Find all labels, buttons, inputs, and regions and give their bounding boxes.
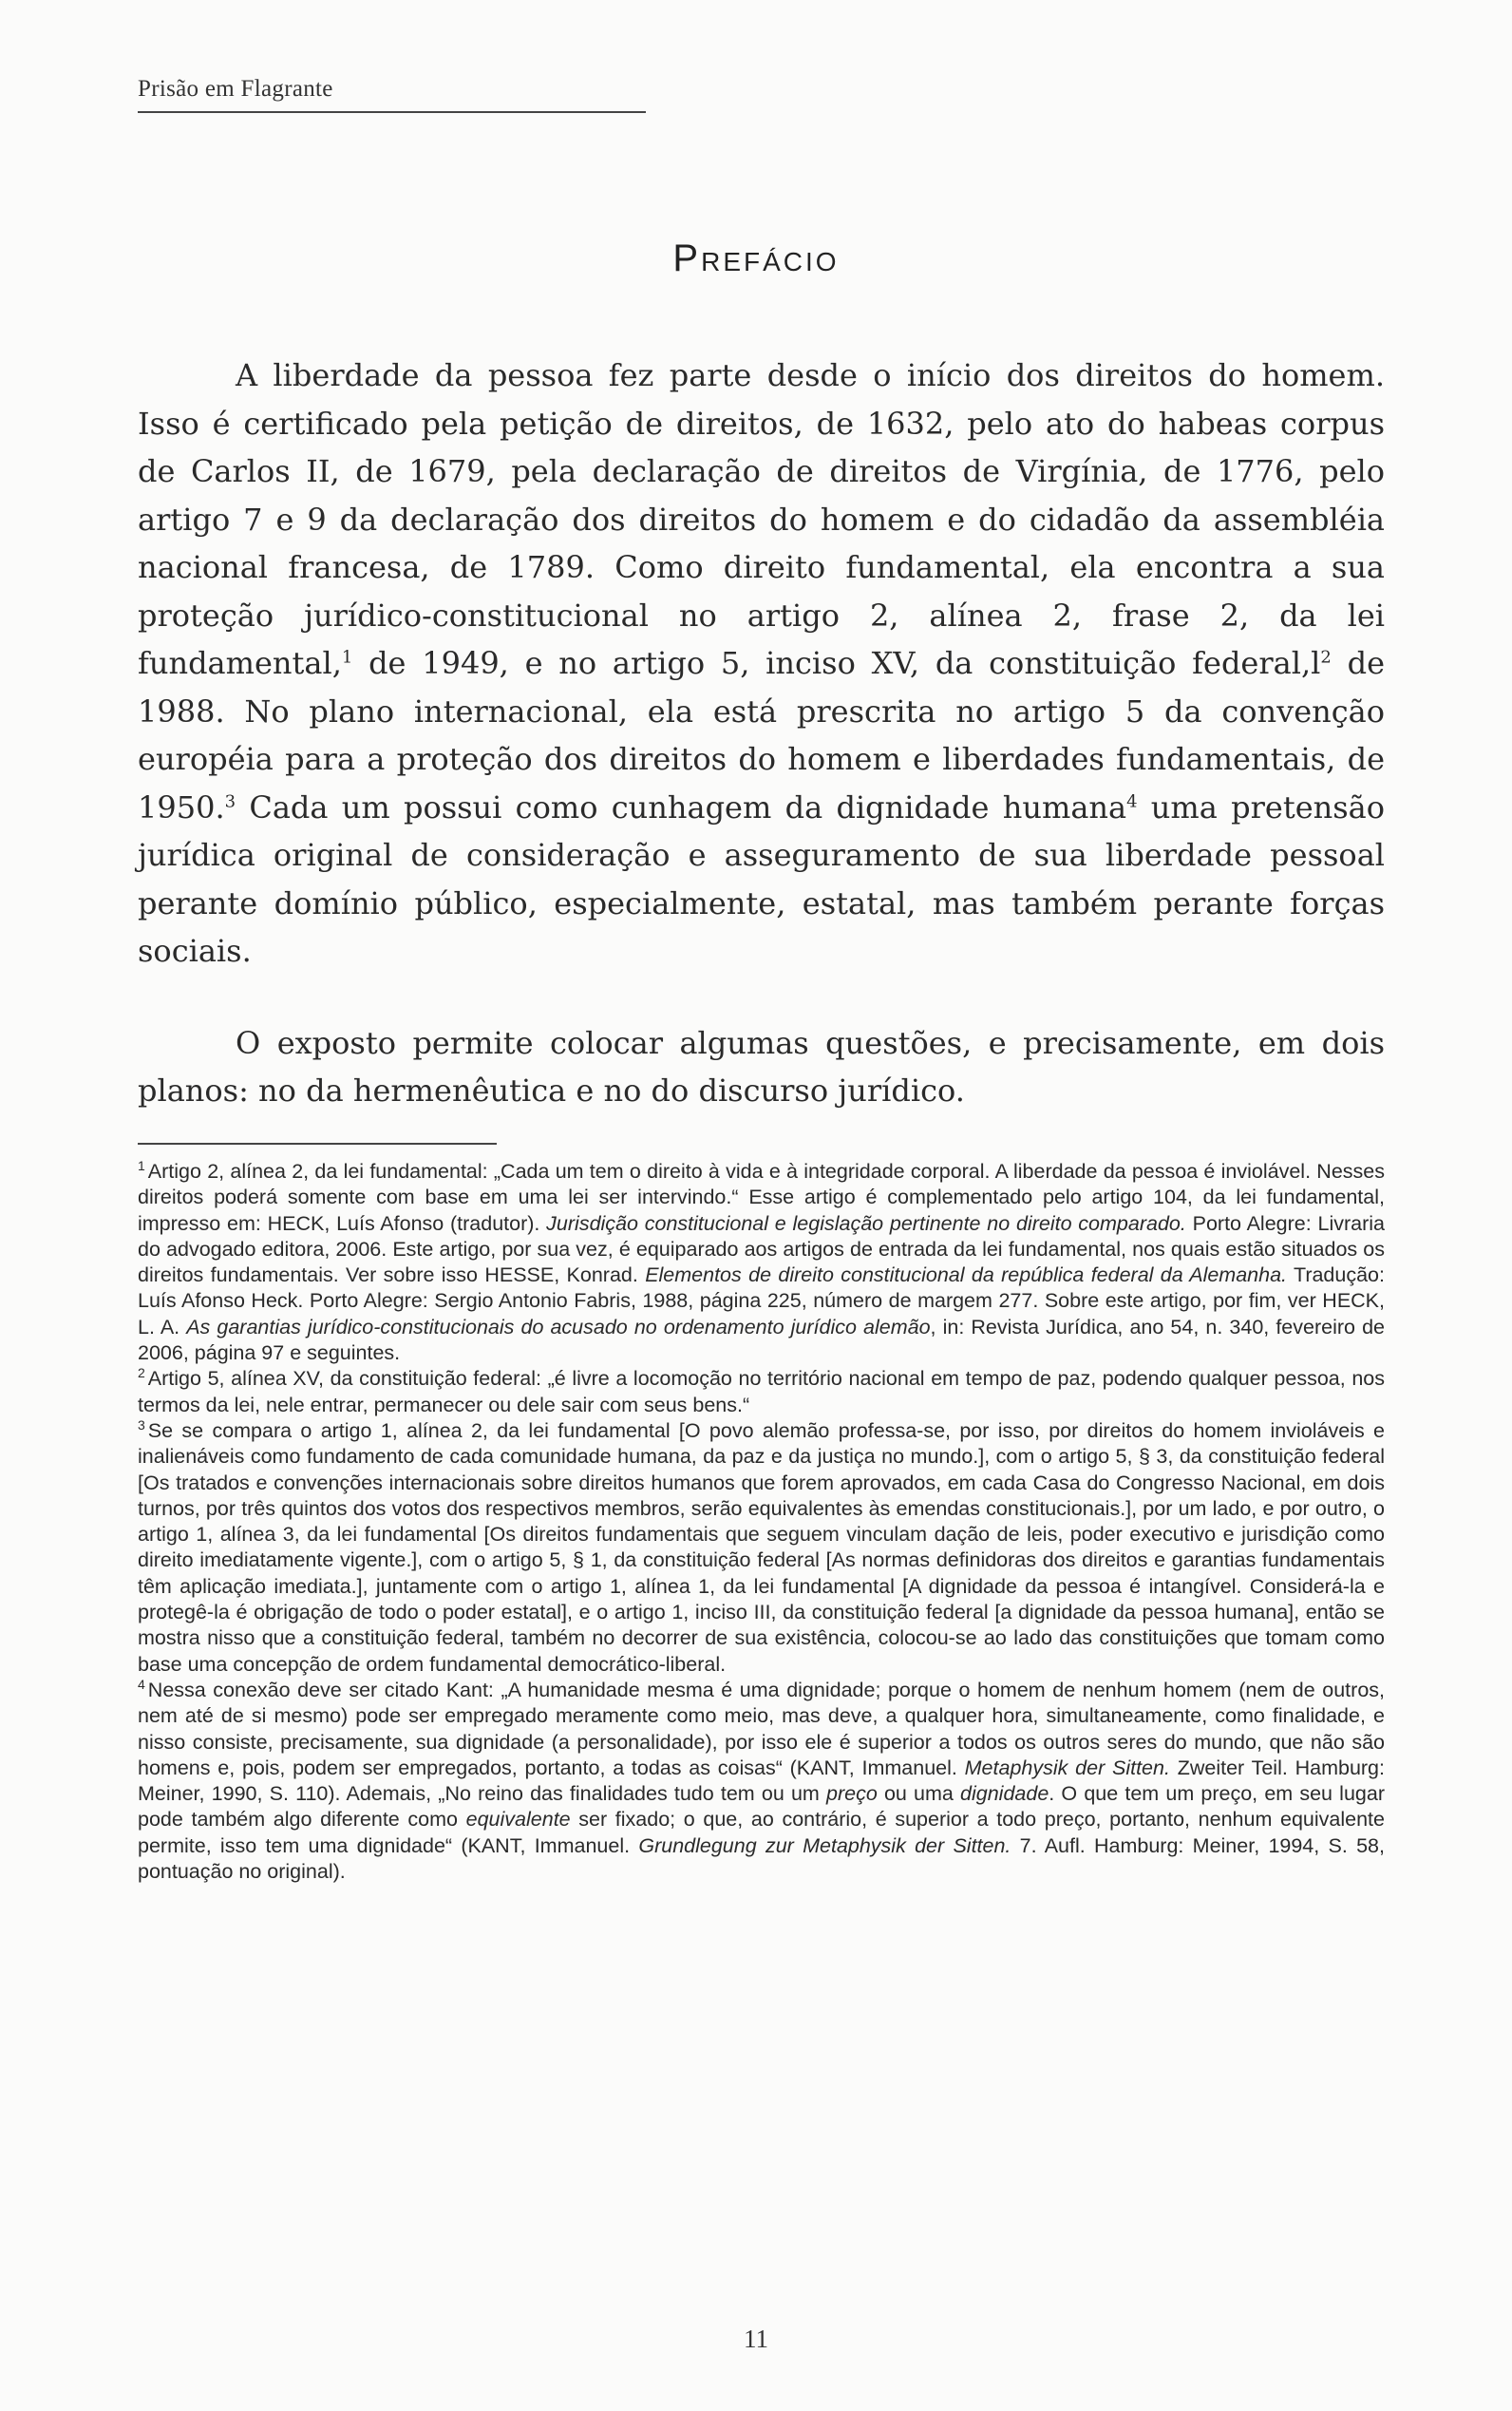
footnotes bbox=[138, 1159, 1385, 1885]
footnote-citation-title: Metaphysik der Sitten. bbox=[964, 1756, 1170, 1779]
footnote-number: 3 bbox=[138, 1416, 145, 1433]
footnote-number: 4 bbox=[138, 1676, 145, 1692]
body-text-run: de 1949, e no artigo 5, inciso XV, da constituição federal,l bbox=[352, 645, 1321, 681]
footnote-3 bbox=[138, 1418, 1385, 1678]
footnote-emphasis: equivalente bbox=[465, 1808, 571, 1832]
footnote-emphasis: preço bbox=[826, 1782, 878, 1806]
footnote-4 bbox=[138, 1678, 1385, 1885]
footnote-text: Nessa conexão deve ser citado Kant: „A humanidade mesma é uma dignidade; porque o homem de nenhum homem (nem de outros, nem até de si mesmo) pode ser empregado meramente como meio, mas deve, a qualquer hora, simultaneamente, como finalidade, e nisso consiste, precisamente, sua dignidade (a personalidade), por isso ele é superior a todos os outros seres do mundo, que não são homens e, pois, podem ser empregados, portanto, a todas as coisas“ (KANT, Immanuel. bbox=[138, 1678, 1385, 1779]
footnote-text: , in: Revista Jurídica, ano 54, n. 340, fevereiro de 2006, página 97 e seguintes. bbox=[138, 1315, 1385, 1365]
footnote-text: Se se compara o artigo 1, alínea 2, da lei fundamental [O povo alemão professa-se, por isso, por direitos do homem invioláveis e inalienáveis como fundamento de cada comunidade humana, da paz e da justiça no mundo.], com o artigo 5, § 3, da constituição federal [Os tratados e convenções internacionais sobre direitos humanos que forem aprovados, em cada Casa do Congresso Nacional, em dois turnos, por três quintos dos votos dos respectivos membros, serão equivalentes às emendas constitucionais.], por um lado, e por outro, o artigo 1, alínea 3, da lei fundamental [Os direitos fundamentais que seguem vinculam dação de leis, poder executivo e jurisdição como direito imediatamente vigente.], com o artigo 5, § 1, da constituição federal [As normas definidoras dos direitos e garantias fundamentais têm aplicação imediata.], juntamente com o artigo 1, alínea 1, da lei fundamental [A dignidade da pessoa é intangível. Considerá-la e protegê-la é obrigação de todo o poder estatal], e o artigo 1, inciso III, da constituição federal [a dignidade da pessoa humana], então se mostra nisso que a constituição federal, também no decorrer de sua existência, colocou-se ao lado das constituições que tomam como base uma concepção de ordem fundamental democrático-liberal. bbox=[138, 1418, 1385, 1676]
footnote-text: Porto Alegre: Livraria do advogado editora, 2006. Este artigo, por sua vez, é equiparado aos artigos de entrada da lei fundamental, nos quais estão situados os direitos fundamentais. Ver sobre isso HESSE, Konrad. bbox=[138, 1211, 1385, 1287]
footnote-1 bbox=[138, 1159, 1385, 1366]
footnote-ref-1: 1 bbox=[341, 647, 353, 668]
body-text bbox=[138, 351, 1385, 1115]
footnote-text: 7. Aufl. Hamburg: Meiner, 1994, S. 58, pontuação no original). bbox=[138, 1833, 1385, 1884]
footnote-number: 2 bbox=[138, 1365, 145, 1381]
footnote-2 bbox=[138, 1366, 1385, 1418]
footnote-text: Tradução: Luís Afonso Heck. Porto Alegre: Sergio Antonio Fabris, 1988, página 225, número de margem 277. Sobre este artigo, por fim, ver HECK, L. A. bbox=[138, 1263, 1385, 1338]
footnote-text: Artigo 5, alínea XV, da constituição federal: „é livre a locomoção no território nacional em tempo de paz, podendo qualquer pessoa, nos termos da lei, nele entrar, permanecer ou dele sair com seus bens.“ bbox=[138, 1367, 1385, 1416]
footnote-text: Artigo 2, alínea 2, da lei fundamental: „Cada um tem o direito à vida e à integridade corporal. A liberdade da pessoa é inviolável. Nesses direitos poderá somente com base em uma lei ser intervindo.“ Esse artigo é complementado pelo artigo 104, da lei fundamental, impresso em: HECK, Luís Afonso (tradutor). bbox=[138, 1160, 1385, 1235]
footnote-number: 1 bbox=[138, 1157, 145, 1173]
chapter-title: Prefácio bbox=[672, 237, 840, 279]
body-paragraph-1 bbox=[138, 351, 1385, 976]
footnote-citation-title: Jurisdição constitucional e legislação pertinente no direito comparado. bbox=[546, 1211, 1186, 1235]
body-text-run: de 1988. No plano internacional, ela está prescrita no artigo 5 da convenção européia para a proteção dos direitos do homem e liberdades fundamentais, de 1950. bbox=[138, 645, 1385, 826]
footnote-citation-title: Grundlegung zur Metaphysik der Sitten. bbox=[638, 1833, 1011, 1857]
running-header: Prisão em Flagrante bbox=[138, 76, 333, 102]
body-paragraph-2: O exposto permite colocar algumas questões, e precisamente, em dois planos: no da hermenêutica e no do discurso jurídico. bbox=[138, 1024, 1385, 1109]
footnote-ref-2: 2 bbox=[1320, 647, 1332, 668]
footnote-text: Zweiter Teil. Hamburg: Meiner, 1990, S. 110). Ademais, „No reino das finalidades tudo tem ou um bbox=[138, 1756, 1385, 1806]
header-rule bbox=[138, 111, 646, 113]
footnote-text: . O que tem um preço, em seu lugar pode também algo diferente como bbox=[138, 1782, 1385, 1832]
footnote-text: ser fixado; o que, ao contrário, é superior a todo preço, portanto, nenhum equivalente permite, isso tem uma dignidade“ (KANT, Immanuel. bbox=[138, 1808, 1385, 1857]
footnote-citation-title: Elementos de direito constitucional da república federal da Alemanha. bbox=[645, 1263, 1288, 1287]
footnote-emphasis: dignidade bbox=[960, 1782, 1049, 1806]
footnote-separator bbox=[138, 1143, 497, 1145]
page-number: 11 bbox=[744, 2325, 768, 2353]
body-text-run: uma pretensão jurídica original de consideração e asseguramento de sua liberdade pessoal perante domínio público, especialmente, estatal, mas também perante forças sociais. bbox=[138, 788, 1385, 969]
footnote-text: ou uma bbox=[877, 1782, 961, 1806]
body-text-run: A liberdade da pessoa fez parte desde o início dos direitos do homem. Isso é certificado pela petição de direitos, de 1632, pelo ato do habeas corpus de Carlos II, de 1679, pela declaração de direitos de Virgínia, de 1776, pelo artigo 7 e 9 da declaração dos direitos do homem e do cidadão da assembléia nacional francesa, de 1789. Como direito fundamental, ela encontra a sua proteção jurídico-constitucional no artigo 2, alínea 2, frase 2, da lei fundamental, bbox=[138, 357, 1385, 681]
footnote-ref-3: 3 bbox=[224, 790, 236, 811]
footnote-ref-4: 4 bbox=[1126, 790, 1138, 811]
body-text-run: Cada um possui como cunhagem da dignidade humana bbox=[236, 788, 1127, 826]
footnote-citation-title: As garantias jurídico-constitucionais do acusado no ordenamento jurídico alemão bbox=[186, 1315, 931, 1338]
